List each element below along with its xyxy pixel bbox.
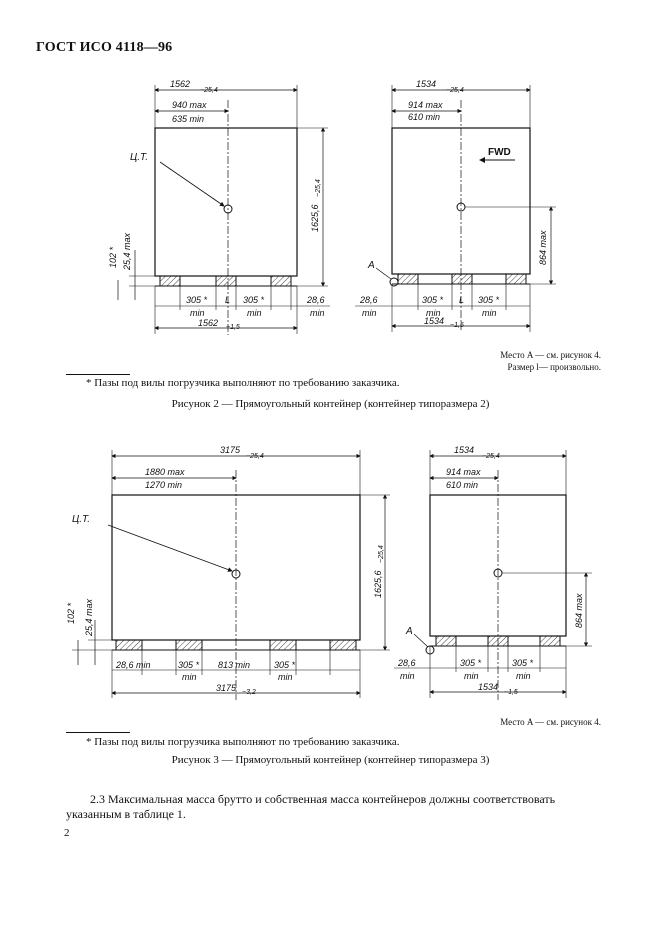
figure-3-drawing (0, 440, 661, 715)
fig3-side-cg-min: 610 min (446, 480, 479, 490)
fig2-side-overall-top-tol: −25,4 (446, 87, 464, 94)
fig2-side-a: A (368, 260, 375, 271)
fig2-front-pocket-left: 305 * (186, 295, 208, 305)
fig2-front-cg-label: Ц.Т. (130, 152, 149, 163)
fig3-front-pocket-left-min: min (182, 672, 197, 682)
fig2-front-overall-top: 1562 (170, 79, 191, 89)
fig2-front-edge: 28,6 (307, 295, 325, 305)
fig2-side-overall-top: 1534 (416, 79, 437, 89)
fig2-front-cg-min: 635 min (172, 114, 205, 124)
fig2-front-height-tol: −25,4 (315, 179, 322, 197)
fig3-front-102: 102 * (66, 602, 76, 624)
fig2-front-overall-bottom-tol: −1,5 (226, 324, 240, 331)
fig3-side-pocket-right: 305 * (512, 658, 534, 668)
fig3-side-pocket-right-min: min (516, 671, 531, 681)
fig2-note-line1: Место A — см. рисунок 4. (500, 350, 601, 360)
fig3-front-height-tol: −25,4 (378, 545, 385, 563)
fig3-side-height: 864 max (574, 593, 584, 628)
fig2-side-fwd: FWD (488, 147, 511, 158)
fig3-side-edge-min: min (400, 671, 415, 681)
fig3-side-overall-top: 1534 (454, 445, 475, 455)
document-header: ГОСТ ИСО 4118—96 (36, 40, 173, 55)
fig2-side-l: L (459, 295, 465, 305)
page-number: 2 (64, 827, 70, 839)
fig3-front-mid: 813 min (218, 660, 251, 670)
fig2-footnote-rule (66, 374, 130, 375)
fig3-note-line1: Место A — см. рисунок 4. (500, 717, 601, 727)
fig2-footnote: * Пазы под вилы погрузчика выполняют по требованию заказчика. (86, 377, 400, 389)
fig2-side-view (355, 85, 556, 332)
fig3-side-a: A (406, 626, 413, 637)
fig2-front-edge-min: min (310, 308, 325, 318)
fig2-front-pocket-left-min: min (190, 308, 205, 318)
fig2-side-pocket-left: 305 * (422, 295, 444, 305)
fig2-front-cg-max: 940 max (172, 100, 207, 110)
fig3-front-cg-min: 1270 min (145, 480, 183, 490)
fig3-footnote: * Пазы под вилы погрузчика выполняют по требованию заказчика. (86, 736, 400, 748)
fig3-side-cg-max: 914 max (446, 467, 481, 477)
fig3-front-pocket-right-min: min (278, 672, 293, 682)
fig3-front-pocket-left: 305 * (178, 660, 200, 670)
fig3-side-pocket-left-min: min (464, 671, 479, 681)
fig3-side-pocket-left: 305 * (460, 658, 482, 668)
fig2-caption: Рисунок 2 — Прямоугольный контейнер (контейнер типоразмера 2) (171, 398, 490, 410)
fig2-front-overall-top-tol: −25,4 (200, 87, 218, 94)
fig2-side-pocket-right: 305 * (478, 295, 500, 305)
fig2-front-l: L (225, 295, 231, 305)
fig2-front-254: 25,4 max (122, 232, 132, 270)
fig2-side-edge-min: min (362, 308, 377, 318)
fig2-side-cg-max: 914 max (408, 100, 443, 110)
paragraph-2-3: 2.3 Максимальная масса брутто и собственная масса контейнеров должны соответствовать указанным в таблице 1. (66, 792, 556, 821)
fig2-front-overall-bottom: 1562 (198, 318, 219, 328)
figure-2-drawing (0, 60, 661, 360)
fig3-note (301, 716, 601, 728)
fig2-note (301, 349, 601, 373)
fig2-side-cg-min: 610 min (408, 112, 441, 122)
fig3-front-overall-top: 3175 (220, 445, 241, 455)
fig3-front-edge-left: 28,6 min (116, 660, 151, 670)
fig3-side-overall-top-tol: −25,4 (482, 453, 500, 460)
fig3-side-overall-bottom-tol: −1,5 (504, 689, 518, 696)
fig2-side-overall-bottom-tol: −1,5 (450, 322, 464, 329)
fig3-front-254: 25,4 max (84, 598, 94, 636)
fig3-front-pocket-right: 305 * (274, 660, 296, 670)
fig3-side-view (394, 450, 592, 700)
fig3-front-height: 1625,6 (373, 570, 383, 598)
fig2-side-height: 864 max (538, 230, 548, 265)
fig2-side-edge: 28,6 (360, 295, 378, 305)
fig2-front-height: 1625,6 (310, 204, 320, 232)
fig2-front-pocket-right: 305 * (243, 295, 265, 305)
fig3-front-overall-bottom-tol: −3,2 (242, 689, 256, 696)
fig2-side-pocket-left-min: min (426, 308, 441, 318)
fig2-side-overall-bottom: 1534 (424, 316, 445, 326)
fig3-front-cg-label: Ц.Т. (72, 514, 91, 525)
fig3-front-overall-bottom: 3175 (216, 683, 237, 693)
fig2-front-pocket-right-min: min (247, 308, 262, 318)
fig3-side-edge: 28,6 (398, 658, 416, 668)
fig3-footnote-rule (66, 732, 130, 733)
fig2-front-102: 102 * (108, 246, 118, 268)
fig2-side-pocket-right-min: min (482, 308, 497, 318)
fig2-front-view (118, 85, 330, 335)
fig3-front-cg-max: 1880 max (145, 467, 185, 477)
fig3-front-overall-top-tol: −25,4 (246, 453, 264, 460)
fig3-caption: Рисунок 3 — Прямоугольный контейнер (контейнер типоразмера 3) (171, 754, 490, 766)
fig3-side-overall-bottom: 1534 (478, 682, 499, 692)
fig2-note-line2: Размер l— произвольно. (507, 362, 601, 372)
